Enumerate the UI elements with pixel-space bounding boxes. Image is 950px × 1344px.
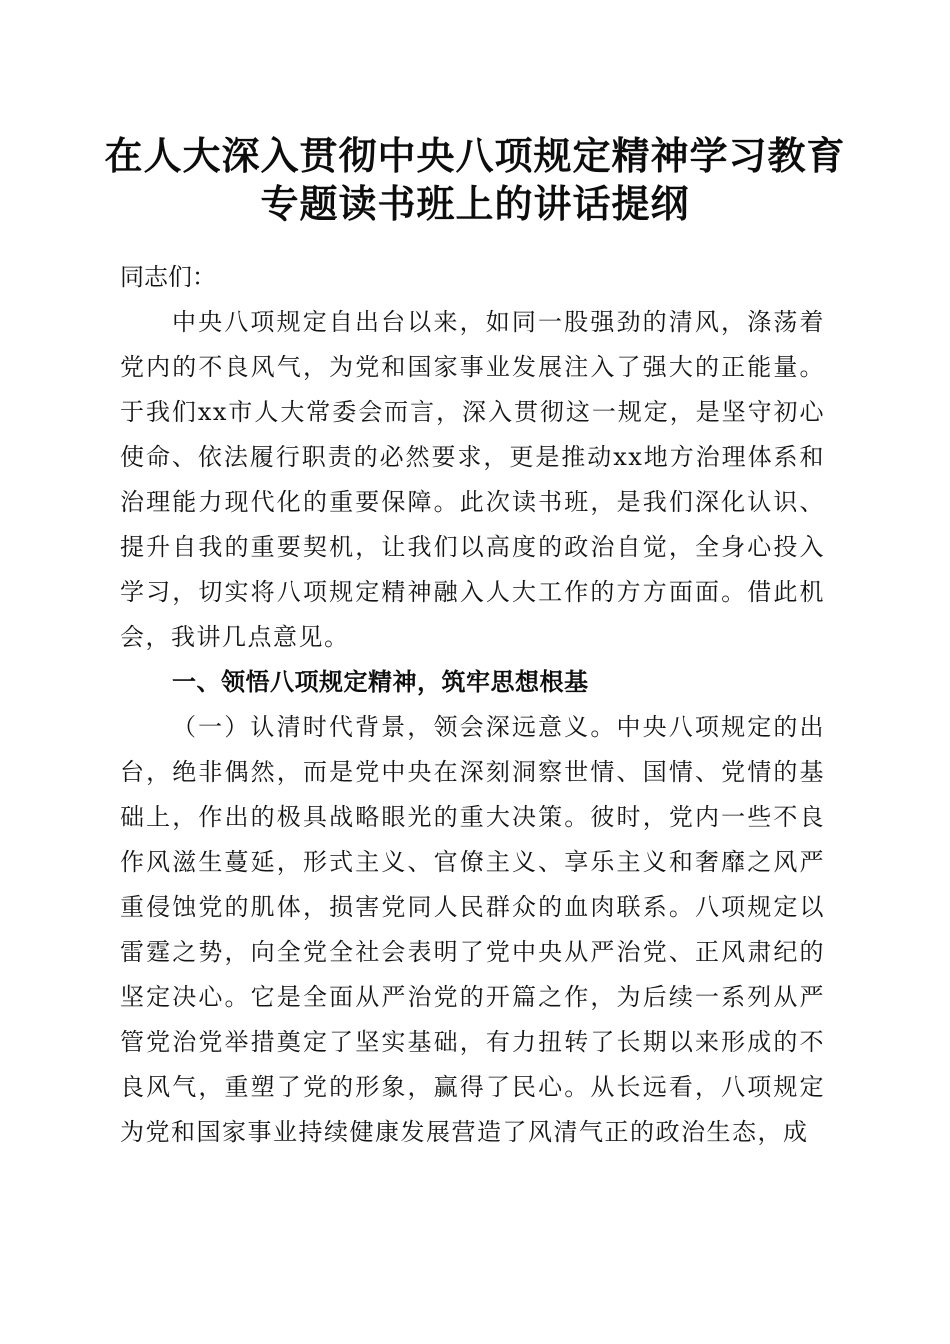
document-body [120, 255, 825, 1155]
subsection-body-1-1: 中央八项规定的出台，绝非偶然，而是党中央在深刻洞察世情、国情、党情的基础上，作出的极具战略眼光的重大决策。彼时，党内一些不良作风滋生蔓延，形式主义、官僚主义、享乐主义和奢靡之风严重侵蚀党的肌体，损害党同人民群众的血肉联系。八项规定以雷霆之势，向全党全社会表明了党中央从严治党、正风肃纪的坚定决心。它是全面从严治党的开篇之作，为后续一系列从严管党治党举措奠定了坚实基础，有力扭转了长期以来形成的不良风气，重塑了党的形象，赢得了民心。从长远看，八项规定为党和国家事业持续健康发展营造了风清气正的政治生态，成 [120, 713, 826, 1146]
intro-paragraph: 中央八项规定自出台以来，如同一股强劲的清风，涤荡着党内的不良风气，为党和国家事业发展注入了强大的正能量。于我们xx市人大常委会而言，深入贯彻这一规定，是坚守初心使命、依法履行职责的必然要求，更是推动xx地方治理体系和治理能力现代化的重要保障。此次读书班，是我们深化认识、提升自我的重要契机，让我们以高度的政治自觉，全身心投入学习，切实将八项规定精神融入人大工作的方方面面。借此机会，我讲几点意见。 [120, 308, 825, 651]
subsection-lead-1-1: （一）认清时代背景，领会深远意义。 [172, 713, 617, 741]
document-title: 在人大深入贯彻中央八项规定精神学习教育专题读书班上的讲话提纲 [104, 133, 846, 226]
salutation: 同志们： [120, 263, 216, 291]
subsection-paragraph-1-1 [120, 705, 825, 1155]
section-heading-1: 一、领悟八项规定精神，筑牢思想根基 [172, 668, 589, 696]
